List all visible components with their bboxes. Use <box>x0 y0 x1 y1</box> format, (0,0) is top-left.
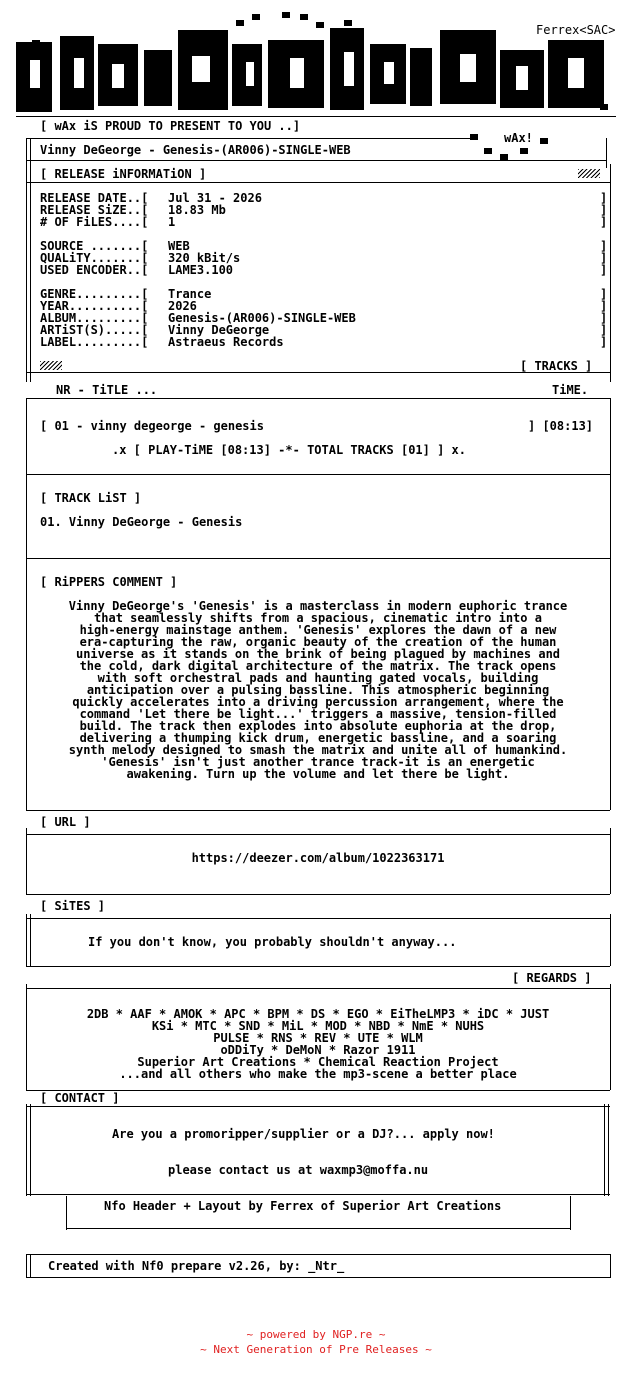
logo-pixel <box>470 134 478 140</box>
release-info-bracket: ] <box>600 251 608 265</box>
layout-credit: Nfo Header + Layout by Ferrex of Superior Art Creations <box>104 1199 502 1213</box>
comment-line: quickly accelerates into a driving percussion arrangement, where the <box>72 695 564 709</box>
comment-line: 'Genesis' isn't just another trance track-it is an energetic <box>101 755 535 769</box>
comment-line: awakening. Turn up the volume and let there be light. <box>126 767 510 781</box>
logo-pixel <box>32 40 40 46</box>
logo-pixel <box>18 100 26 106</box>
release-info-bracket: ] <box>600 287 608 301</box>
comment-line: era-capturing the raw, organic beauty of the creation of the human <box>79 635 557 649</box>
release-info-bracket: ] <box>600 203 608 217</box>
footer-tagline: ~ Next Generation of Pre Releases ~ <box>200 1343 432 1356</box>
url-link[interactable]: https://deezer.com/album/1022363171 <box>191 851 445 865</box>
track-entry: [ 01 - vinny degeorge - genesis <box>40 419 264 433</box>
release-info-heading: [ RELEASE iNFORMATiON ] <box>40 167 207 181</box>
track-list-item: 01. Vinny DeGeorge - Genesis <box>40 515 243 529</box>
release-info-label: SOURCE .......[ <box>40 239 149 253</box>
logo-cutout <box>384 62 394 84</box>
release-info-label: RELEASE SiZE..[ <box>40 203 149 217</box>
release-info-label: RELEASE DATE..[ <box>40 191 149 205</box>
logo-cutout <box>460 54 476 82</box>
release-info-bracket: ] <box>600 239 608 253</box>
logo-frame-line <box>16 116 616 117</box>
tracks-col-time: TiME. <box>552 383 589 397</box>
header-proud: [ wAx iS PROUD TO PRESENT TO YOU ..] <box>40 119 301 133</box>
header-tag: wAx! <box>504 131 533 145</box>
release-info-value: Jul 31 - 2026 <box>168 191 262 205</box>
release-info-value: 1 <box>168 215 176 229</box>
release-info-bracket: ] <box>600 323 608 337</box>
release-info-label: USED ENCODER..[ <box>40 263 149 277</box>
comment-line: synth melody designed to smash the matrix and unite all of humankind. <box>68 743 568 757</box>
logo-glyph-block <box>144 50 172 106</box>
logo-pixel <box>540 138 548 144</box>
release-info-bracket: ] <box>600 299 608 313</box>
comment-line: universe as it stands on the brink of being plagued by machines and <box>75 647 561 661</box>
release-info-value: WEB <box>168 239 190 253</box>
footer-powered-by[interactable]: ~ powered by NGP.re ~ <box>246 1328 386 1341</box>
regards-heading: [ REGARDS ] <box>512 971 592 985</box>
logo-cutout <box>112 64 124 88</box>
logo-cutout <box>74 58 84 88</box>
logo-pixel <box>282 12 290 18</box>
comment-line: high-energy mainstage anthem. 'Genesis' explores the dawn of a new <box>79 623 557 637</box>
logo-cutout <box>246 62 254 86</box>
rippers-comment-heading: [ RiPPERS C0MMENT ] <box>40 575 178 589</box>
logo-cutout <box>30 60 40 88</box>
logo-glyph-block <box>410 48 432 106</box>
regards-line: PULSE * RNS * REV * UTE * WLM <box>213 1031 423 1045</box>
comment-line: command 'Let there be light...' triggers a massive, tension-filled <box>79 707 557 721</box>
release-info-value: 18.83 Mb <box>168 203 226 217</box>
comment-line: anticipation over a pulsing bassline. This atmospheric beginning <box>86 683 550 697</box>
release-info-bracket: ] <box>600 311 608 325</box>
regards-line: KSi * MTC * SND * MiL * MOD * NBD * NmE * NUHS <box>151 1019 485 1033</box>
logo-pixel <box>484 148 492 154</box>
release-info-label: # OF FiLES....[ <box>40 215 149 229</box>
contact-heading: [ CONTACT ] <box>40 1091 120 1105</box>
tracks-heading: [ TRACKS ] <box>520 359 593 373</box>
logo-cutout <box>516 66 528 90</box>
sites-heading: [ SiTES ] <box>40 899 106 913</box>
release-info-value: LAME3.100 <box>168 263 234 277</box>
logo-pixel <box>300 14 308 20</box>
logo-cutout <box>568 58 584 88</box>
contact-line2: please contact us at waxmp3@moffa.nu <box>168 1163 429 1177</box>
release-info-value: Genesis-(AR006)-SINGLE-WEB <box>168 311 356 325</box>
release-info-row <box>40 216 606 228</box>
logo-pixel <box>600 104 608 110</box>
comment-line: with soft orchestral pads and haunting gated vocals, building <box>97 671 539 685</box>
tracks-summary: .x [ PLAY-TiME [08:13] -*- TOTAL TRACKS [01] ] x. <box>112 443 467 457</box>
comment-line: build. The track then explodes into absolute euphoria at the drop, <box>79 719 557 733</box>
release-info-label: LABEL.........[ <box>40 335 149 349</box>
logo-pixel <box>236 20 244 26</box>
contact-line1: Are you a promoripper/supplier or a DJ?... apply now! <box>112 1127 495 1141</box>
track-list-heading: [ TRACK LiST ] <box>40 491 142 505</box>
created-with: Created with Nf0 prepare v2.26, by: _Ntr_ <box>48 1259 345 1273</box>
logo-pixel <box>520 148 528 154</box>
regards-line: oDDiTy * DeMoN * Razor 1911 <box>220 1043 416 1057</box>
comment-line: that seamlessly shifts from a spacious, cinematic intro into a <box>94 611 542 625</box>
release-info-label: GENRE.........[ <box>40 287 149 301</box>
release-info-bracket: ] <box>600 263 608 277</box>
release-info-label: QUALiTY.......[ <box>40 251 149 265</box>
release-info-label: YEAR..........[ <box>40 299 149 313</box>
comment-line: the cold, dark digital architecture of the matrix. The track opens <box>79 659 557 673</box>
regards-line: ...and all others who make the mp3-scene a better place <box>119 1067 517 1081</box>
release-info-value: Astraeus Records <box>168 335 284 349</box>
logo-pixel <box>316 22 324 28</box>
tracks-col-title: NR - TiTLE ... <box>56 383 158 397</box>
header-credit: Ferrex<SAC> <box>536 23 616 37</box>
release-info-value: 2026 <box>168 299 197 313</box>
logo-cutout <box>290 58 304 88</box>
release-info-label: ARTiST(S).....[ <box>40 323 149 337</box>
logo-cutout <box>192 56 210 82</box>
release-title: Vinny DeGeorge - Genesis-(AR006)-SINGLE-WEB <box>40 143 351 157</box>
sites-text: If you don't know, you probably shouldn't anyway... <box>88 935 457 949</box>
regards-line: Superior Art Creations * Chemical Reaction Project <box>137 1055 499 1069</box>
release-info-value: Vinny DeGeorge <box>168 323 270 337</box>
release-info-label: ALBUM.........[ <box>40 311 149 325</box>
release-info-value: Trance <box>168 287 212 301</box>
regards-line: 2DB * AAF * AMOK * APC * BPM * DS * EGO * EiTheLMP3 * iDC * JUST <box>86 1007 550 1021</box>
logo-pixel <box>344 20 352 26</box>
release-info-row <box>40 336 606 348</box>
comment-line: delivering a thumping kick drum, energetic bassline, and a soaring <box>79 731 557 745</box>
release-info-row <box>40 264 606 276</box>
release-info-bracket: ] <box>600 191 608 205</box>
logo-cutout <box>344 52 354 86</box>
release-info-bracket: ] <box>600 335 608 349</box>
comment-line: Vinny DeGeorge's 'Genesis' is a masterclass in modern euphoric trance <box>68 599 568 613</box>
release-info-value: 320 kBit/s <box>168 251 241 265</box>
logo-pixel <box>252 14 260 20</box>
track-entry-time: ] [08:13] <box>528 419 594 433</box>
release-info-bracket: ] <box>600 215 608 229</box>
url-heading: [ URL ] <box>40 815 91 829</box>
